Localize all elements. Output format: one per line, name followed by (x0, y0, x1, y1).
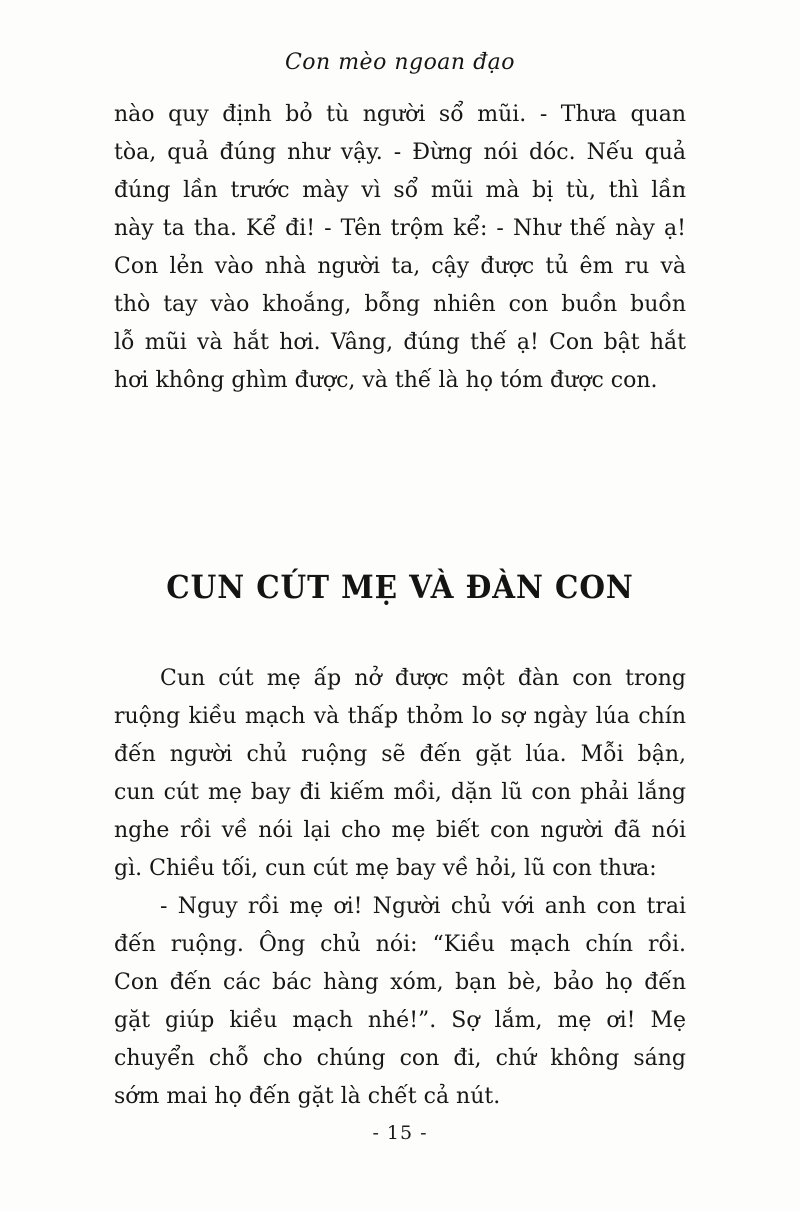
text-line: đến ruộng. Ông chủ nói: “Kiều mạch chín rồi. (114, 932, 686, 957)
text-line: chuyển chỗ cho chúng con đi, chứ không sáng (114, 1046, 686, 1071)
text-line: Con lẻn vào nhà người ta, cậy được tủ êm ru và (114, 254, 686, 279)
story-paragraph-2 (114, 888, 686, 1116)
text-line: thò tay vào khoắng, bỗng nhiên con buồn buồn (114, 292, 686, 317)
text-line: gì. Chiều tối, cun cút mẹ bay về hỏi, lũ con thưa: (114, 856, 657, 881)
text-line: Cun cút mẹ ấp nở được một đàn con trong (160, 666, 686, 691)
text-line: ruộng kiều mạch và thấp thỏm lo sợ ngày lúa chín (114, 704, 686, 729)
text-line: nghe rồi về nói lại cho mẹ biết con người đã nói (114, 818, 686, 843)
story-paragraph-1 (114, 660, 686, 888)
text-line: cun cút mẹ bay đi kiếm mồi, dặn lũ con phải lắng (114, 780, 686, 805)
text-line: tòa, quả đúng như vậy. - Đừng nói dóc. Nếu quả (114, 140, 686, 165)
running-header: Con mèo ngoan đạo (284, 50, 516, 75)
text-line: đúng lần trước mày vì sổ mũi mà bị tù, thì lần (114, 178, 686, 203)
text-line: hơi không ghìm được, và thế là họ tóm được con. (114, 368, 658, 393)
text-line: đến người chủ ruộng sẽ đến gặt lúa. Mỗi bận, (114, 742, 686, 767)
chapter-title: CUN CÚT MẸ VÀ ĐÀN CON (166, 568, 634, 606)
text-line: nào quy định bỏ tù người sổ mũi. - Thưa quan (114, 102, 686, 127)
text-line: Con đến các bác hàng xóm, bạn bè, bảo họ đến (114, 970, 686, 995)
text-line: này ta tha. Kể đi! - Tên trộm kể: - Như thế này ạ! (114, 216, 686, 241)
text-line: lỗ mũi và hắt hơi. Vâng, đúng thế ạ! Con bật hắt (114, 330, 686, 355)
page-number: - 15 - (372, 1122, 428, 1144)
text-line: gặt giúp kiều mạch nhé!”. Sợ lắm, mẹ ơi! Mẹ (114, 1008, 686, 1033)
text-line: - Nguy rồi mẹ ơi! Người chủ với anh con trai (160, 894, 686, 919)
continuation-paragraph (114, 96, 686, 400)
text-line: sớm mai họ đến gặt là chết cả nút. (114, 1084, 501, 1109)
